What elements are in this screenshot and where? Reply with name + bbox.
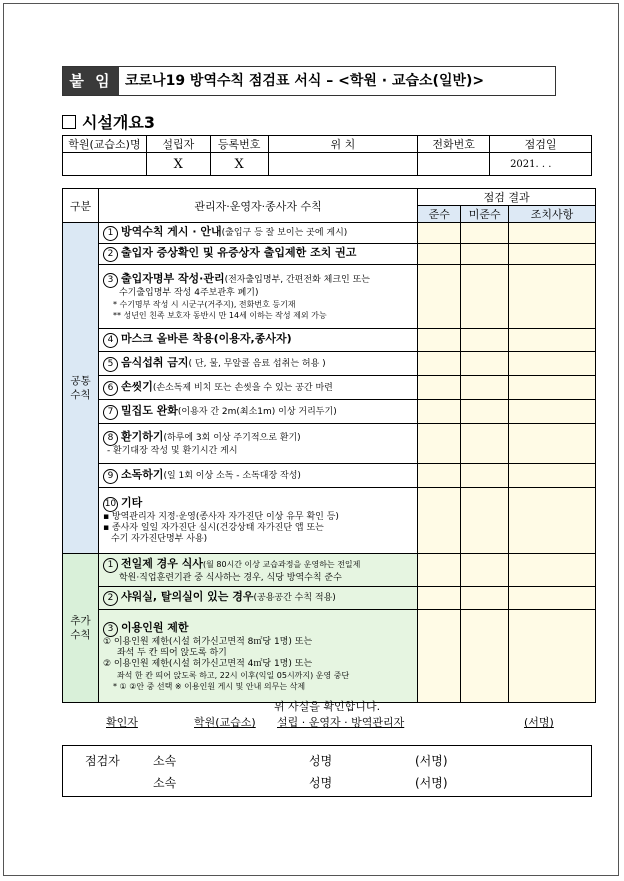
section-label: 시설개요3 — [82, 113, 155, 132]
rule-item — [98, 610, 417, 703]
rule-title: 샤워실, 탈의실이 있는 경우 — [120, 590, 254, 603]
rule-bullet: ▪ 방역관리자 지정·운영(종사자 자가진단 이상 유무 확인 등) — [102, 512, 339, 522]
action-cell[interactable] — [509, 244, 596, 265]
check-noncomply[interactable] — [461, 587, 509, 610]
option-note: * ① ②안 중 선택 ※ 이용인원 게시 및 안내 의무는 삭제 — [112, 681, 306, 691]
inspector-affiliation-label: 소속 — [153, 776, 177, 790]
info-header: 설립자 — [146, 136, 210, 153]
inspector-name-label: 성명 — [309, 776, 333, 790]
circled-number-icon: 8 — [103, 431, 118, 446]
info-header: 점검일 — [490, 136, 592, 153]
info-value[interactable] — [63, 153, 147, 176]
check-noncomply[interactable] — [461, 610, 509, 703]
check-comply[interactable] — [418, 265, 461, 329]
check-comply[interactable] — [418, 376, 461, 400]
info-value[interactable]: X — [210, 153, 268, 176]
inspector-sign[interactable]: (서명) — [415, 754, 448, 768]
check-comply[interactable] — [418, 464, 461, 488]
option-line: 좌석 두 칸 띄어 앉도록 하기 — [116, 647, 227, 658]
rule-title: 음식섭취 금지 — [120, 355, 189, 369]
action-cell[interactable] — [509, 376, 596, 400]
rule-note: ** 성년인 친족 보호자 동반시 만 14세 이하는 작성 제외 가능 — [112, 311, 327, 320]
check-comply[interactable] — [418, 587, 461, 610]
action-cell[interactable] — [509, 329, 596, 352]
group-label-line: 수칙 — [70, 389, 91, 401]
confirm-place: 학원(교습소) — [194, 716, 256, 729]
rule-item — [98, 352, 417, 376]
rule-item — [98, 464, 417, 488]
attachment-tag: 붙 임 — [63, 67, 119, 95]
info-value[interactable] — [268, 153, 418, 176]
check-comply[interactable] — [418, 244, 461, 265]
check-comply[interactable] — [418, 400, 461, 424]
rule-detail: (출입구 등 잘 보이는 곳에 게시) — [221, 228, 348, 238]
action-cell[interactable] — [509, 424, 596, 464]
title-bar — [62, 66, 556, 96]
col-noncomply-header: 미준수 — [461, 206, 509, 223]
rule-detail: 학원·직업훈련기관 중 식사하는 경우, 식당 방역수칙 준수 — [118, 572, 342, 583]
action-cell[interactable] — [509, 352, 596, 376]
check-noncomply[interactable] — [461, 329, 509, 352]
rule-detail: - 환기대장 작성 및 환기시간 게시 — [106, 446, 238, 456]
check-comply[interactable] — [418, 610, 461, 703]
check-noncomply[interactable] — [461, 223, 509, 244]
confirm-label: 확인자 — [106, 716, 138, 729]
check-noncomply[interactable] — [461, 554, 509, 587]
check-noncomply[interactable] — [461, 488, 509, 554]
rule-title: 환기하기 — [120, 430, 164, 443]
check-noncomply[interactable] — [461, 265, 509, 329]
check-comply[interactable] — [418, 352, 461, 376]
rule-item — [98, 488, 417, 554]
document-title: 코로나19 방역수칙 점검표 서식 – <학원 · 교습소(일반)> — [125, 73, 485, 89]
rule-bullet: ▪ 종사자 일일 자가진단 실시(건강상태 자가진단 앱 또는 — [102, 523, 324, 533]
rule-title: 손씻기 — [120, 379, 153, 393]
col-rule-header: 관리자·운영자·종사자 수칙 — [98, 189, 417, 223]
rule-item — [98, 400, 417, 424]
confirm-line — [62, 714, 592, 732]
section-heading — [62, 110, 155, 133]
rule-title: 출입자명부 작성·관리 — [120, 272, 225, 285]
col-category-header: 구분 — [63, 189, 99, 223]
facility-info-table — [62, 135, 592, 176]
confirm-role: 설립 · 운영자 · 방역관리자 — [277, 716, 405, 729]
check-comply[interactable] — [418, 223, 461, 244]
rule-title: 이용인원 제한 — [120, 620, 189, 634]
rule-title: 방역수칙 게시 · 안내 — [120, 225, 222, 238]
check-noncomply[interactable] — [461, 352, 509, 376]
rule-title: 전일제 경우 식사 — [120, 556, 203, 570]
inspector-sign[interactable]: (서명) — [415, 776, 448, 790]
inspector-name-label: 성명 — [309, 754, 333, 768]
circled-number-icon: 1 — [103, 558, 118, 573]
action-cell[interactable] — [509, 554, 596, 587]
rule-title: 마스크 올바른 착용(이용자,종사자) — [120, 332, 292, 345]
option-line: 좌석 한 칸 띄어 앉도록 하고, 22시 이후(익일 05시까지) 운영 중단 — [116, 670, 350, 680]
check-comply[interactable] — [418, 424, 461, 464]
confirmation-block — [62, 698, 592, 732]
group-label-line: 공통 — [70, 375, 91, 387]
circled-number-icon: 10 — [103, 497, 118, 512]
inspector-affiliation-label: 소속 — [153, 754, 177, 768]
rule-title: 기타 — [120, 496, 143, 509]
circled-number-icon: 5 — [103, 357, 118, 372]
common-rules-label — [63, 223, 99, 554]
circled-number-icon: 3 — [103, 273, 118, 288]
option-line: ① 이용인원 제한(시설 허가신고면적 8㎡당 1명) 또는 — [102, 636, 313, 647]
circled-number-icon: 1 — [103, 226, 118, 241]
info-value[interactable]: X — [146, 153, 210, 176]
rule-detail: (하루에 3회 이상 주기적으로 환기) — [163, 433, 301, 443]
info-value[interactable] — [418, 153, 490, 176]
rule-title: 밀집도 완화 — [120, 403, 178, 417]
rule-item — [98, 424, 417, 464]
rule-item — [98, 265, 417, 329]
circled-number-icon: 4 — [103, 333, 118, 348]
check-comply[interactable] — [418, 329, 461, 352]
rule-detail: (월 80시간 이상 교습과정을 운영하는 전일제 — [202, 559, 361, 569]
action-cell[interactable] — [509, 265, 596, 329]
action-cell[interactable] — [509, 223, 596, 244]
rule-note: * 수기명부 작성 시 시군구(거주지), 전화번호 등기재 — [112, 300, 296, 309]
group-label-line: 추가 — [70, 615, 91, 627]
rule-bullet: 수기 자가진단명부 사용) — [110, 534, 208, 544]
info-header: 학원(교습소)명 — [63, 136, 147, 153]
col-result-header: 점검 결과 — [418, 189, 596, 206]
rule-title: 출입자 증상확인 및 유증상자 출입제한 조치 권고 — [120, 246, 357, 259]
inspector-box — [62, 745, 592, 797]
option-line: ② 이용인원 제한(시설 허가신고면적 4㎡당 1명) 또는 — [102, 658, 313, 669]
action-cell[interactable] — [509, 464, 596, 488]
action-cell[interactable] — [509, 587, 596, 610]
rule-item — [98, 244, 417, 265]
rule-detail: 수기출입명부 작성 4주보관후 폐기) — [118, 288, 259, 298]
check-noncomply[interactable] — [461, 376, 509, 400]
circled-number-icon: 2 — [103, 591, 118, 606]
checklist-table — [62, 188, 596, 703]
inspector-label: 점검자 — [85, 754, 120, 768]
info-header: 전화번호 — [418, 136, 490, 153]
rule-item — [98, 376, 417, 400]
additional-rules-label — [63, 554, 99, 703]
info-header: 등록번호 — [210, 136, 268, 153]
check-noncomply[interactable] — [461, 424, 509, 464]
action-cell[interactable] — [509, 610, 596, 703]
checkbox-square-icon — [62, 115, 76, 129]
rule-item — [98, 329, 417, 352]
check-comply[interactable] — [418, 488, 461, 554]
rule-item — [98, 587, 417, 610]
action-cell[interactable] — [509, 400, 596, 424]
col-comply-header: 준수 — [418, 206, 461, 223]
rule-detail: (전자출입명부, 간편전화 체크인 또는 — [224, 275, 370, 285]
group-label-line: 수칙 — [70, 629, 91, 641]
circled-number-icon: 3 — [103, 622, 118, 637]
circled-number-icon: 7 — [103, 405, 118, 420]
rule-detail: (이용자 간 2m(최소1m) 이상 거리두기) — [177, 406, 337, 417]
info-value-date[interactable]: 2021. . . — [490, 153, 592, 176]
circled-number-icon: 2 — [103, 247, 118, 262]
check-comply[interactable] — [418, 554, 461, 587]
action-cell[interactable] — [509, 488, 596, 554]
info-header: 위 치 — [268, 136, 418, 153]
circled-number-icon: 9 — [103, 469, 118, 484]
rule-item — [98, 223, 417, 244]
rule-detail: ( 단, 물, 무알콜 음료 섭취는 허용 ) — [188, 358, 326, 369]
rule-detail: (손소독제 비치 또는 손씻을 수 있는 공간 마련 — [152, 382, 333, 393]
check-noncomply[interactable] — [461, 464, 509, 488]
check-noncomply[interactable] — [461, 400, 509, 424]
circled-number-icon: 6 — [103, 381, 118, 396]
check-noncomply[interactable] — [461, 244, 509, 265]
rule-detail: (공용공간 수칙 적용) — [253, 593, 336, 603]
rule-detail: (일 1회 이상 소독 - 소독대장 작성) — [163, 470, 301, 481]
confirm-sign[interactable]: (서명) — [524, 716, 554, 729]
confirm-statement: 위 사실을 확인합니다. — [273, 700, 381, 713]
col-action-header: 조치사항 — [509, 206, 596, 223]
rule-item — [98, 554, 417, 587]
rule-title: 소독하기 — [120, 467, 164, 481]
